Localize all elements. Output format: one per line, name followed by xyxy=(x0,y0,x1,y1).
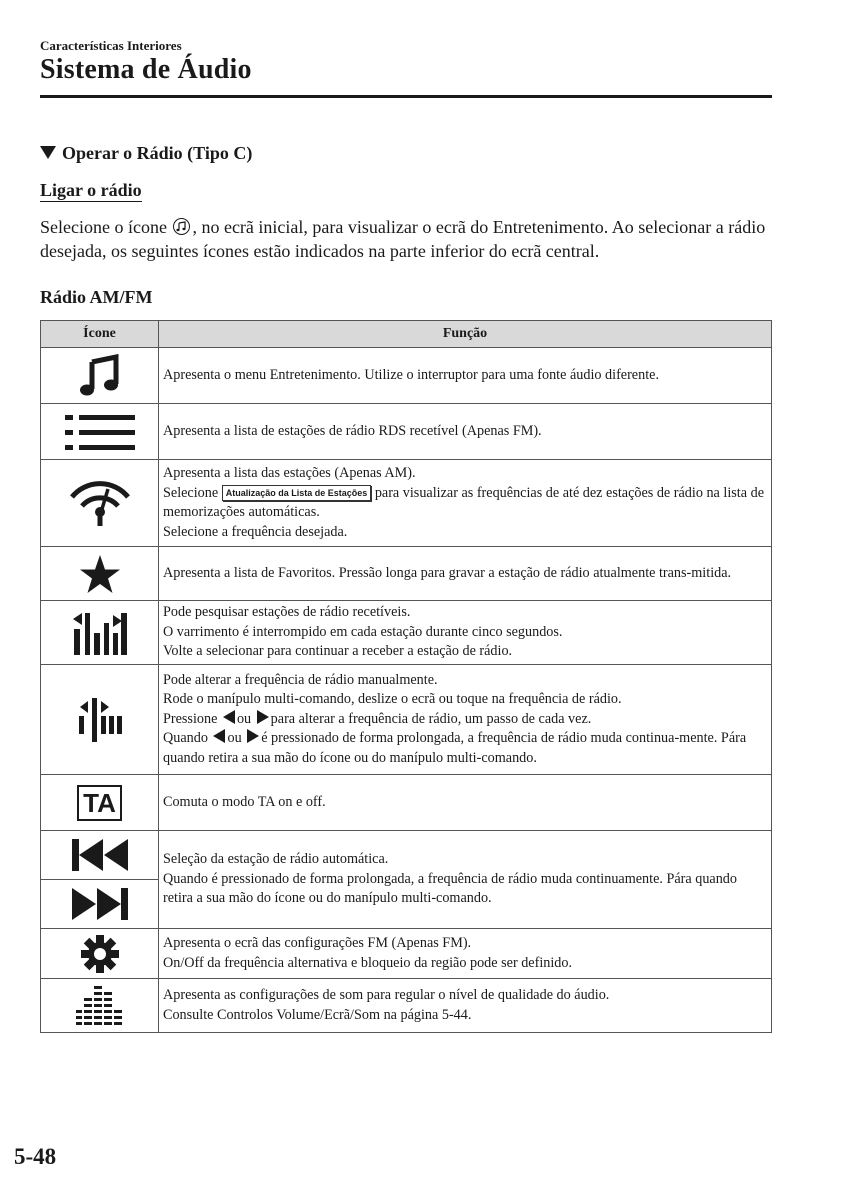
star-icon xyxy=(41,547,159,601)
column-header-icon: Ícone xyxy=(41,321,159,348)
function-description: Apresenta a lista de Favoritos. Pressão longa para gravar a estação de rádio atualmente trans-mitida. xyxy=(159,547,772,601)
function-description: Apresenta a lista das estações (Apenas AM). Selecione Atualização da Lista de Estações para visualizar as frequências de até dez estações de rádio na lista de memorizações automáticas. Selecione a frequência desejada. xyxy=(159,460,772,547)
music-circle-icon xyxy=(173,218,190,235)
table-row xyxy=(41,348,772,404)
function-description: Apresenta as configurações de som para regular o nível de qualidade do áudio. Consulte Controlos Volume/Ecrã/Som na página 5-44. xyxy=(159,979,772,1033)
intro-text-before: Selecione o ícone xyxy=(40,217,167,237)
table-row xyxy=(41,775,772,831)
table-row xyxy=(41,547,772,601)
music-note-icon xyxy=(41,348,159,404)
previous-track-icon xyxy=(41,831,158,880)
equalizer-icon xyxy=(41,979,159,1033)
station-list-icon xyxy=(41,404,159,460)
table-row xyxy=(41,601,772,665)
table-row xyxy=(41,929,772,979)
triangle-down-icon xyxy=(40,146,56,159)
title-divider xyxy=(40,95,772,98)
radio-functions-table xyxy=(40,320,772,1033)
intro-paragraph xyxy=(40,215,780,263)
triangle-left-icon xyxy=(223,710,235,724)
ta-icon xyxy=(41,775,159,831)
page-title: Sistema de Áudio xyxy=(40,54,252,85)
table-row xyxy=(41,404,772,460)
table-row xyxy=(41,665,772,775)
function-description: Comuta o modo TA on e off. xyxy=(159,775,772,831)
function-description: Seleção da estação de rádio automática. Quando é pressionado de forma prolongada, a frequência de rádio muda continuamente. Pára quando retira a sua mão do ícone ou do manípulo multi-comando. xyxy=(159,831,772,929)
triangle-left-icon xyxy=(213,729,225,743)
table-header-row xyxy=(41,321,772,348)
table-caption: Rádio AM/FM xyxy=(40,287,153,307)
chapter-label: Características Interiores xyxy=(40,38,182,53)
intro-text-after: , no ecrã inicial, para visualizar o ecrã do Entretenimento. Ao selecionar a rádio desejada, os seguintes ícones estão indicados na parte inferior do ecrã central. xyxy=(40,217,766,261)
function-description: Apresenta o menu Entretenimento. Utilize o interruptor para uma fonte áudio diferente. xyxy=(159,348,772,404)
page-number: 5-48 xyxy=(14,1144,57,1169)
subheading: Ligar o rádio xyxy=(40,180,142,200)
triangle-right-icon xyxy=(257,710,269,724)
section-heading xyxy=(40,143,252,164)
scan-icon xyxy=(41,601,159,665)
section-title: Operar o Rádio (Tipo C) xyxy=(62,143,253,163)
next-track-icon xyxy=(41,880,158,928)
tune-icon xyxy=(41,665,159,775)
function-description: Pode alterar a frequência de rádio manualmente. Rode o manípulo multi-comando, deslize o ecrã ou toque na frequência de rádio. Pressione ou para alterar a frequência de rádio, um passo de cada vez. Quando ou é pressionado de forma prolongada, a frequência de rádio muda continua-mente. Pára quando retira a sua mão do ícone ou do manípulo multi-comando. xyxy=(159,665,772,775)
update-station-list-button: Atualização da Lista de Estações xyxy=(222,485,372,501)
function-description: Apresenta a lista de estações de rádio RDS recetível (Apenas FM). xyxy=(159,404,772,460)
triangle-right-icon xyxy=(247,729,259,743)
settings-gear-icon xyxy=(41,929,159,979)
seek-icons xyxy=(41,831,159,929)
column-header-function: Função xyxy=(159,321,772,348)
function-description: Apresenta o ecrã das configurações FM (Apenas FM). On/Off da frequência alternativa e bloqueio da região pode ser definido. xyxy=(159,929,772,979)
radio-signal-icon xyxy=(41,460,159,547)
table-row xyxy=(41,979,772,1033)
table-row xyxy=(41,460,772,547)
table-row xyxy=(41,831,772,929)
function-description: Pode pesquisar estações de rádio recetíveis. O varrimento é interrompido em cada estação durante cinco segundos. Volte a selecionar para continuar a receber a estação de rádio. xyxy=(159,601,772,665)
ta-icon-label: TA xyxy=(77,785,122,821)
